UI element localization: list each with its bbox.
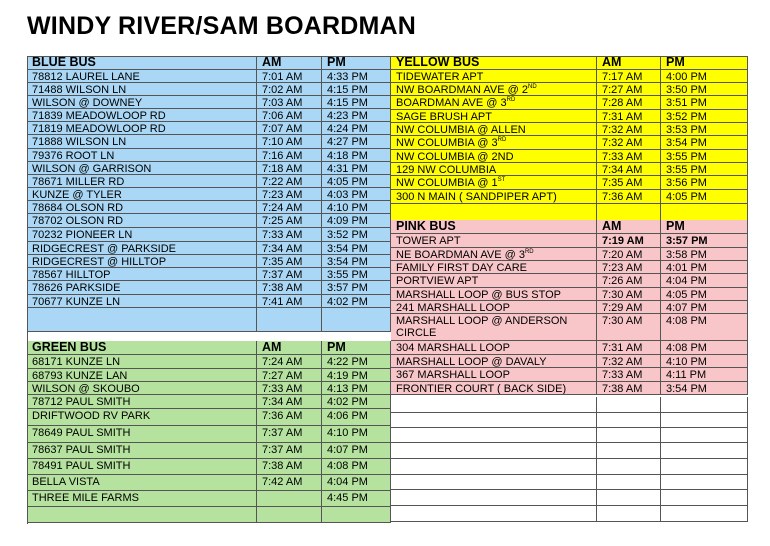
blank-cell bbox=[597, 397, 661, 413]
green-row-stop: THREE MILE FARMS bbox=[27, 491, 257, 507]
green-row-am: 7:42 AM bbox=[257, 475, 322, 491]
pink-row-am: 7:30 AM bbox=[597, 314, 661, 341]
blue-row-pm: 3:55 PM bbox=[322, 268, 391, 281]
blank-cell bbox=[661, 506, 748, 522]
blue-row-stop: 78671 MILLER RD bbox=[27, 175, 257, 188]
pink-row-am: 7:29 AM bbox=[597, 301, 661, 314]
blue-row-am: 7:34 AM bbox=[257, 242, 322, 255]
yellow-row-am: 7:28 AM bbox=[597, 96, 661, 110]
pink-header-pm: PM bbox=[661, 220, 748, 234]
yellow-row-am: 7:35 AM bbox=[597, 176, 661, 190]
yellow-row-stop: BOARDMAN AVE @ 3RD bbox=[391, 96, 597, 110]
green-row-pm: 4:08 PM bbox=[322, 459, 391, 475]
yellow-row-pm: 3:50 PM bbox=[661, 83, 748, 96]
blank-cell bbox=[597, 428, 661, 443]
yellow-row-stop: NW COLUMBIA @ 1ST bbox=[391, 176, 597, 190]
pink-row-pm: 3:58 PM bbox=[661, 248, 748, 261]
green-row-stop: 68793 KUNZE LAN bbox=[27, 369, 257, 382]
pink-row-stop: MARSHALL LOOP @ DAVALY bbox=[391, 355, 597, 368]
blank-cell bbox=[391, 443, 597, 459]
yellow-row-stop: NW COLUMBIA @ ALLEN bbox=[391, 123, 597, 136]
green-row-am: 7:33 AM bbox=[257, 382, 322, 395]
yellow-row-stop: NW COLUMBIA @ 2ND bbox=[391, 150, 597, 163]
blue-row-pm: 4:27 PM bbox=[322, 135, 391, 149]
blue-row-pm: 3:52 PM bbox=[322, 228, 391, 242]
green-row-stop: 68171 KUNZE LN bbox=[27, 355, 257, 369]
yellow-row-stop: NW COLUMBIA @ 3RD bbox=[391, 136, 597, 150]
green-row-am: 7:36 AM bbox=[257, 409, 322, 426]
yellow-row-pm: 3:55 PM bbox=[661, 150, 748, 163]
blue-row-stop: 70232 PIONEER LN bbox=[27, 228, 257, 242]
pink-row-am: 7:26 AM bbox=[597, 274, 661, 288]
green-row-pm: 4:10 PM bbox=[322, 426, 391, 443]
pink-row-stop: 367 MARSHALL LOOP bbox=[391, 368, 597, 382]
blue-row-am: 7:22 AM bbox=[257, 175, 322, 188]
blue-row-am: 7:06 AM bbox=[257, 109, 322, 122]
pink-row-stop: 241 MARSHALL LOOP bbox=[391, 301, 597, 314]
blue-row-am: 7:24 AM bbox=[257, 201, 322, 214]
yellow-header-am: AM bbox=[597, 56, 661, 70]
pink-row-pm: 4:08 PM bbox=[661, 341, 748, 355]
pink-row-stop: MARSHALL LOOP @ BUS STOP bbox=[391, 288, 597, 301]
pink-row-pm: 4:08 PM bbox=[661, 314, 748, 341]
blue-row-stop bbox=[27, 308, 257, 332]
blank-cell bbox=[391, 506, 597, 522]
blue-row-stop: 78626 PARKSIDE bbox=[27, 281, 257, 295]
pink-row-am: 7:31 AM bbox=[597, 341, 661, 355]
blue-row-am: 7:16 AM bbox=[257, 149, 322, 162]
yellow-row-pm: 4:05 PM bbox=[661, 190, 748, 204]
pink-row-pm: 4:11 PM bbox=[661, 368, 748, 382]
pink-row-am: 7:20 AM bbox=[597, 248, 661, 261]
green-row-pm: 4:19 PM bbox=[322, 369, 391, 382]
blue-row-am: 7:25 AM bbox=[257, 214, 322, 228]
blank-cell bbox=[661, 475, 748, 490]
pink-row-stop: FAMILY FIRST DAY CARE bbox=[391, 261, 597, 274]
pink-row-stop: 304 MARSHALL LOOP bbox=[391, 341, 597, 355]
green-header-stop: GREEN BUS bbox=[27, 341, 257, 355]
pink-row-stop: PORTVIEW APT bbox=[391, 274, 597, 288]
pink-header-am: AM bbox=[597, 220, 661, 234]
blue-row-stop: 70677 KUNZE LN bbox=[27, 295, 257, 308]
yellow-header-pm: PM bbox=[661, 56, 748, 70]
green-row-pm: 4:22 PM bbox=[322, 355, 391, 369]
blank-cell bbox=[597, 443, 661, 459]
green-row-am: 7:34 AM bbox=[257, 395, 322, 409]
yellow-row-stop: NW BOARDMAN AVE @ 2ND bbox=[391, 83, 597, 96]
pink-row-am: 7:32 AM bbox=[597, 355, 661, 368]
blue-row-am: 7:18 AM bbox=[257, 162, 322, 175]
green-row-pm: 4:45 PM bbox=[322, 491, 391, 507]
yellow-row-am: 7:31 AM bbox=[597, 110, 661, 123]
green-row-pm: 4:07 PM bbox=[322, 443, 391, 459]
blue-row-pm: 4:15 PM bbox=[322, 83, 391, 96]
green-row-stop: 78491 PAUL SMITH bbox=[27, 459, 257, 475]
blue-row-stop: 71488 WILSON LN bbox=[27, 83, 257, 96]
blank-cell bbox=[391, 428, 597, 443]
page-title: WINDY RIVER/SAM BOARDMAN bbox=[27, 12, 417, 40]
green-row-stop: BELLA VISTA bbox=[27, 475, 257, 491]
green-row-am: 7:37 AM bbox=[257, 426, 322, 443]
green-row-stop: WILSON @ SKOUBO bbox=[27, 382, 257, 395]
blue-row-stop: WILSON @ GARRISON bbox=[27, 162, 257, 175]
blue-row-stop: RIDGECREST @ HILLTOP bbox=[27, 255, 257, 268]
pink-row-am: 7:38 AM bbox=[597, 382, 661, 395]
blank-cell bbox=[661, 459, 748, 475]
blue-row-am bbox=[257, 308, 322, 332]
yellow-row-am: 7:17 AM bbox=[597, 70, 661, 83]
green-row-am: 7:27 AM bbox=[257, 369, 322, 382]
pink-row-stop: FRONTIER COURT ( BACK SIDE) bbox=[391, 382, 597, 395]
blank-cell bbox=[661, 397, 748, 413]
yellow-row-pm: 3:52 PM bbox=[661, 110, 748, 123]
blue-row-pm: 4:02 PM bbox=[322, 295, 391, 308]
green-row-am bbox=[257, 507, 322, 523]
pink-row-am: 7:30 AM bbox=[597, 288, 661, 301]
pink-row-stop: MARSHALL LOOP @ ANDERSON CIRCLE bbox=[391, 314, 597, 341]
yellow-row-am: 7:27 AM bbox=[597, 83, 661, 96]
blue-header-pm: PM bbox=[322, 56, 391, 70]
blank-cell bbox=[391, 459, 597, 475]
blue-row-am: 7:02 AM bbox=[257, 83, 322, 96]
blue-row-pm: 4:03 PM bbox=[322, 188, 391, 201]
yellow-row-stop: TIDEWATER APT bbox=[391, 70, 597, 83]
blue-row-pm bbox=[322, 308, 391, 332]
blank-cell bbox=[661, 490, 748, 506]
blue-row-stop: 78812 LAUREL LANE bbox=[27, 70, 257, 83]
yellow-row-am: 7:32 AM bbox=[597, 123, 661, 136]
pink-row-pm: 4:10 PM bbox=[661, 355, 748, 368]
green-row-pm: 4:02 PM bbox=[322, 395, 391, 409]
blue-row-stop: 78684 OLSON RD bbox=[27, 201, 257, 214]
blue-row-am: 7:10 AM bbox=[257, 135, 322, 149]
pink-row-pm: 4:05 PM bbox=[661, 288, 748, 301]
blank-cell bbox=[661, 428, 748, 443]
yellow-row-am: 7:32 AM bbox=[597, 136, 661, 150]
blank-cell bbox=[391, 397, 597, 413]
green-row-am: 7:38 AM bbox=[257, 459, 322, 475]
blank-cell bbox=[391, 413, 597, 428]
blue-row-stop: KUNZE @ TYLER bbox=[27, 188, 257, 201]
blue-header-stop: BLUE BUS bbox=[27, 56, 257, 70]
blank-cell bbox=[597, 490, 661, 506]
pink-row-pm: 3:54 PM bbox=[661, 382, 748, 395]
yellow-row-am: 7:34 AM bbox=[597, 163, 661, 176]
green-row-am bbox=[257, 491, 322, 507]
blue-row-pm: 4:18 PM bbox=[322, 149, 391, 162]
yellow-row-stop: SAGE BRUSH APT bbox=[391, 110, 597, 123]
blue-row-pm: 4:24 PM bbox=[322, 122, 391, 135]
yellow-row-am: 7:36 AM bbox=[597, 190, 661, 204]
blank-cell bbox=[597, 475, 661, 490]
blank-cell bbox=[597, 459, 661, 475]
pink-row-pm: 3:57 PM bbox=[661, 234, 748, 248]
yellow-row-stop: 129 NW COLUMBIA bbox=[391, 163, 597, 176]
blue-row-pm: 4:10 PM bbox=[322, 201, 391, 214]
yellow-row-pm: 3:53 PM bbox=[661, 123, 748, 136]
blue-row-pm: 4:15 PM bbox=[322, 96, 391, 109]
blue-row-stop: 71888 WILSON LN bbox=[27, 135, 257, 149]
blue-row-pm: 3:54 PM bbox=[322, 242, 391, 255]
pink-row-stop: TOWER APT bbox=[391, 234, 597, 248]
blue-row-am: 7:07 AM bbox=[257, 122, 322, 135]
yellow-row-pm: 3:55 PM bbox=[661, 163, 748, 176]
blue-row-stop: 71819 MEADOWLOOP RD bbox=[27, 122, 257, 135]
green-row-am: 7:37 AM bbox=[257, 443, 322, 459]
blue-row-pm: 4:31 PM bbox=[322, 162, 391, 175]
blank-cell bbox=[661, 443, 748, 459]
blue-row-pm: 4:05 PM bbox=[322, 175, 391, 188]
pink-row-pm: 4:07 PM bbox=[661, 301, 748, 314]
blue-row-stop: 78702 OLSON RD bbox=[27, 214, 257, 228]
green-header-pm: PM bbox=[322, 341, 391, 355]
blue-row-am: 7:35 AM bbox=[257, 255, 322, 268]
blue-row-am: 7:23 AM bbox=[257, 188, 322, 201]
green-row-pm bbox=[322, 507, 391, 523]
blue-row-pm: 4:23 PM bbox=[322, 109, 391, 122]
blank-cell bbox=[391, 475, 597, 490]
pink-header-stop: PINK BUS bbox=[391, 220, 597, 234]
blue-row-stop: WILSON @ DOWNEY bbox=[27, 96, 257, 109]
green-row-pm: 4:06 PM bbox=[322, 409, 391, 426]
pink-row-pm: 4:04 PM bbox=[661, 274, 748, 288]
yellow-row-stop: 300 N MAIN ( SANDPIPER APT) bbox=[391, 190, 597, 204]
yellow-header-stop: YELLOW BUS bbox=[391, 56, 597, 70]
pink-row-pm: 4:01 PM bbox=[661, 261, 748, 274]
yellow-row-pm: 4:00 PM bbox=[661, 70, 748, 83]
green-row-pm: 4:13 PM bbox=[322, 382, 391, 395]
green-header-am: AM bbox=[257, 341, 322, 355]
blue-header-am: AM bbox=[257, 56, 322, 70]
green-row-stop bbox=[27, 507, 257, 523]
blue-row-am: 7:38 AM bbox=[257, 281, 322, 295]
pink-row-am: 7:19 AM bbox=[597, 234, 661, 248]
yellow-row-pm: 3:56 PM bbox=[661, 176, 748, 190]
green-row-pm: 4:04 PM bbox=[322, 475, 391, 491]
blue-row-stop: 78567 HILLTOP bbox=[27, 268, 257, 281]
blue-row-pm: 3:57 PM bbox=[322, 281, 391, 295]
green-row-stop: 78637 PAUL SMITH bbox=[27, 443, 257, 459]
blank-cell bbox=[391, 490, 597, 506]
blank-cell bbox=[597, 413, 661, 428]
blue-row-am: 7:37 AM bbox=[257, 268, 322, 281]
blue-row-am: 7:33 AM bbox=[257, 228, 322, 242]
blue-row-stop: 71839 MEADOWLOOP RD bbox=[27, 109, 257, 122]
pink-row-am: 7:23 AM bbox=[597, 261, 661, 274]
yellow-row-am: 7:33 AM bbox=[597, 150, 661, 163]
green-row-am: 7:24 AM bbox=[257, 355, 322, 369]
blue-row-pm: 3:54 PM bbox=[322, 255, 391, 268]
blank-cell bbox=[661, 413, 748, 428]
blank-cell bbox=[597, 506, 661, 522]
blue-row-stop: RIDGECREST @ PARKSIDE bbox=[27, 242, 257, 255]
blue-row-am: 7:03 AM bbox=[257, 96, 322, 109]
blue-row-stop: 79376 ROOT LN bbox=[27, 149, 257, 162]
green-row-stop: DRIFTWOOD RV PARK bbox=[27, 409, 257, 426]
blue-row-pm: 4:09 PM bbox=[322, 214, 391, 228]
green-row-stop: 78649 PAUL SMITH bbox=[27, 426, 257, 443]
pink-row-am: 7:33 AM bbox=[597, 368, 661, 382]
blue-row-pm: 4:33 PM bbox=[322, 70, 391, 83]
blue-row-am: 7:41 AM bbox=[257, 295, 322, 308]
green-row-stop: 78712 PAUL SMITH bbox=[27, 395, 257, 409]
pink-row-stop: NE BOARDMAN AVE @ 3RD bbox=[391, 248, 597, 261]
blue-row-am: 7:01 AM bbox=[257, 70, 322, 83]
yellow-row-pm: 3:51 PM bbox=[661, 96, 748, 110]
yellow-row-pm: 3:54 PM bbox=[661, 136, 748, 150]
